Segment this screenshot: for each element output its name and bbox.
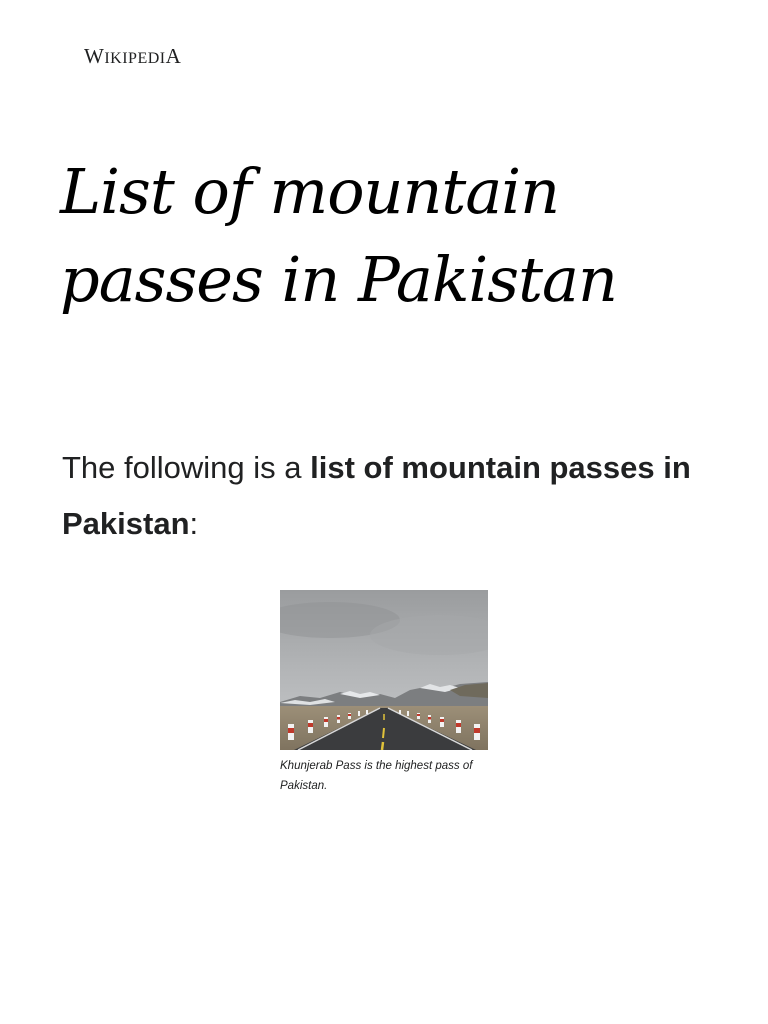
- wordmark-initial: W: [84, 44, 105, 68]
- lead-bold-term: list of mountain passes in Pakistan: [62, 450, 691, 541]
- wordmark-final: A: [165, 44, 182, 68]
- khunjerab-pass-photo[interactable]: [280, 590, 488, 750]
- wordmark-middle: IKIPEDI: [104, 50, 166, 67]
- figure-caption: Khunjerab Pass is the highest pass of Pakistan.: [280, 760, 473, 792]
- wikipedia-wordmark[interactable]: [84, 44, 181, 69]
- thumbnail-figure: [280, 590, 488, 796]
- lead-paragraph: [62, 440, 722, 552]
- page-title: List of mountain passes in Pakistan: [60, 155, 617, 316]
- lead-suffix: :: [189, 506, 199, 541]
- lead-prefix: The following is a: [62, 450, 311, 485]
